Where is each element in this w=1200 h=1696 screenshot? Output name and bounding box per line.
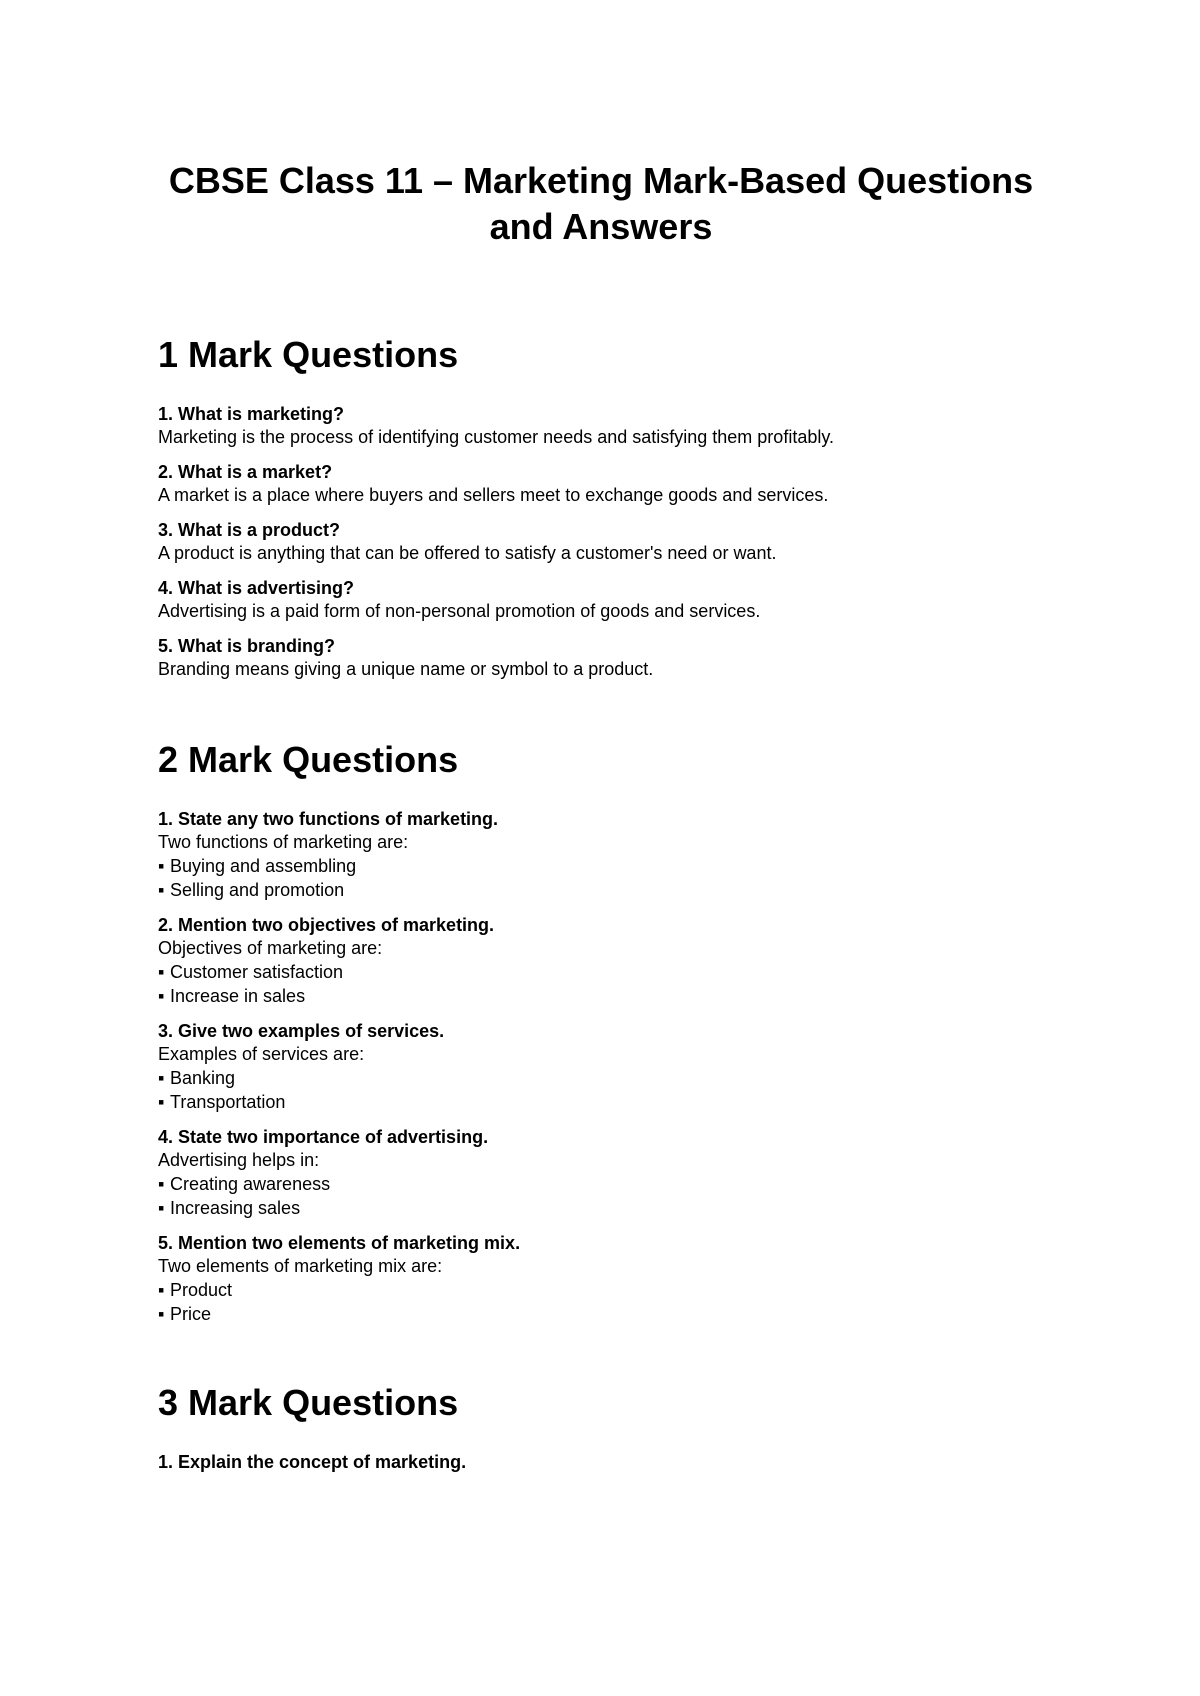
answer: Two functions of marketing are: (158, 832, 409, 852)
qa-list (158, 403, 1050, 681)
answer: Advertising is a paid form of non-personal promotion of goods and services. (158, 601, 761, 621)
answer: Objectives of marketing are: (158, 938, 383, 958)
bullet-icon: ▪ (158, 856, 165, 876)
question: 1. Explain the concept of marketing. (158, 1452, 467, 1472)
bullet-text: Buying and assembling (170, 856, 357, 876)
section-heading: 2 Mark Questions (158, 739, 459, 780)
bullet-text: Price (170, 1304, 212, 1324)
answer: Examples of services are: (158, 1044, 365, 1064)
bullet-item (158, 1278, 1050, 1302)
qa-list (158, 808, 1050, 1326)
bullet-icon: ▪ (158, 1068, 165, 1088)
bullet-item (158, 1196, 1050, 1220)
section-1-mark (158, 334, 1050, 681)
bullet-icon: ▪ (158, 986, 165, 1006)
section-heading: 1 Mark Questions (158, 334, 459, 375)
bullet-item (158, 1172, 1050, 1196)
bullet-item (158, 854, 1050, 878)
section-2-mark (158, 739, 1050, 1326)
bullet-item (158, 984, 1050, 1008)
question: 2. What is a market? (158, 462, 333, 482)
bullet-icon: ▪ (158, 1304, 165, 1324)
bullet-text: Increasing sales (170, 1198, 301, 1218)
bullet-item (158, 1302, 1050, 1326)
qa-item (158, 1126, 1050, 1220)
bullet-icon: ▪ (158, 1092, 165, 1112)
bullet-icon: ▪ (158, 880, 165, 900)
bullet-icon: ▪ (158, 1280, 165, 1300)
qa-item (158, 461, 1050, 507)
bullet-item (158, 1090, 1050, 1114)
document-title: CBSE Class 11 – Marketing Mark-Based Questions and Answers (168, 160, 1034, 247)
answer: A product is anything that can be offered to satisfy a customer's need or want. (158, 543, 777, 563)
question: 4. State two importance of advertising. (158, 1127, 489, 1147)
qa-list (158, 1451, 1050, 1474)
answer: Marketing is the process of identifying customer needs and satisfying them profitably. (158, 427, 835, 447)
qa-item (158, 519, 1050, 565)
question: 5. Mention two elements of marketing mix. (158, 1233, 521, 1253)
bullet-item (158, 960, 1050, 984)
qa-item (158, 635, 1050, 681)
qa-item (158, 1020, 1050, 1114)
answer: Two elements of marketing mix are: (158, 1256, 443, 1276)
bullet-icon: ▪ (158, 962, 165, 982)
question: 5. What is branding? (158, 636, 336, 656)
bullet-text: Product (170, 1280, 233, 1300)
bullet-item (158, 878, 1050, 902)
bullet-text: Transportation (170, 1092, 286, 1112)
bullet-icon: ▪ (158, 1174, 165, 1194)
bullet-text: Banking (170, 1068, 236, 1088)
qa-item (158, 914, 1050, 1008)
bullet-text: Increase in sales (170, 986, 306, 1006)
answer: A market is a place where buyers and sellers meet to exchange goods and services. (158, 485, 829, 505)
bullet-item (158, 1066, 1050, 1090)
qa-item (158, 403, 1050, 449)
qa-item (158, 1232, 1050, 1326)
qa-item (158, 1451, 1050, 1474)
answer: Advertising helps in: (158, 1150, 320, 1170)
question: 1. State any two functions of marketing. (158, 809, 499, 829)
qa-item (158, 808, 1050, 902)
question: 2. Mention two objectives of marketing. (158, 915, 495, 935)
question: 3. Give two examples of services. (158, 1021, 445, 1041)
bullet-icon: ▪ (158, 1198, 165, 1218)
answer: Branding means giving a unique name or symbol to a product. (158, 659, 654, 679)
question: 4. What is advertising? (158, 578, 355, 598)
section-3-mark (158, 1382, 1050, 1474)
section-heading: 3 Mark Questions (158, 1382, 459, 1423)
question: 1. What is marketing? (158, 404, 345, 424)
bullet-text: Selling and promotion (170, 880, 345, 900)
qa-item (158, 577, 1050, 623)
question: 3. What is a product? (158, 520, 341, 540)
bullet-text: Customer satisfaction (170, 962, 344, 982)
bullet-text: Creating awareness (170, 1174, 331, 1194)
